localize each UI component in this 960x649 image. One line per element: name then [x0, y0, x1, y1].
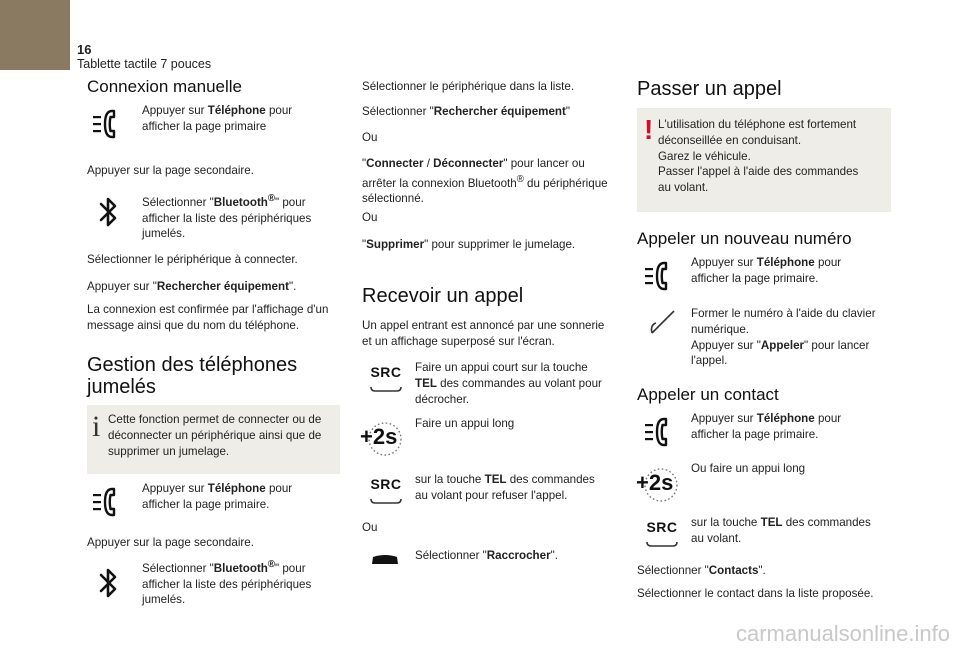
step-raccrocher: Sélectionner "Raccrocher". — [415, 549, 558, 562]
heading-appeler-contact: Appeler un contact — [637, 385, 779, 404]
page-tab-marker — [0, 0, 70, 70]
text-ou-2: Ou — [362, 211, 378, 224]
step-touche-tel: sur la touche TEL des commandes au volant. — [691, 516, 871, 545]
step-appui-long-2: Ou faire un appui long — [691, 462, 806, 475]
text-connexion-confirmee: La connexion est confirmée par l'affichage d'un message ainsi que du nom du téléphone. — [87, 303, 329, 332]
src-button-icon: SRC — [368, 476, 404, 510]
phone-icon — [91, 485, 125, 519]
info-icon: i — [92, 410, 101, 443]
src-button-icon: SRC — [368, 364, 404, 398]
warning-box — [637, 108, 891, 212]
bluetooth-icon — [98, 566, 118, 600]
text-page-secondaire-1: Appuyer sur la page secondaire. — [87, 164, 254, 177]
text-selection-contact-liste: Sélectionner le contact dans la liste proposée. — [637, 587, 874, 600]
text-selection-contacts: Sélectionner "Contacts". — [637, 564, 766, 577]
pill-icon — [644, 540, 680, 548]
text-supprimer: "Supprimer" pour supprimer le jumelage. — [362, 238, 576, 251]
step-telephone-2: Appuyer sur Téléphone pour afficher la page primaire. — [142, 482, 293, 511]
text-rechercher-equipement-2: Sélectionner "Rechercher équipement" — [362, 105, 571, 118]
text-ou-3: Ou — [362, 521, 378, 534]
step-refuser-appel: sur la touche TEL des commandes au volant pour refuser l'appel. — [415, 473, 595, 502]
watermark: carmanualsonline.info — [735, 621, 950, 646]
heading-recevoir-appel: Recevoir un appel — [362, 285, 524, 307]
text-appel-entrant: Un appel entrant est annoncé par une sonnerie et un affichage superposé sur l'écran. — [362, 319, 605, 348]
step-bluetooth-2: Sélectionner "Bluetooth®" pour afficher la liste des périphériques jumelés. — [142, 559, 312, 607]
long-press-icon: +2s — [360, 420, 406, 458]
src-button-icon: SRC — [644, 519, 680, 553]
text-rechercher-equipement: Appuyer sur "Rechercher équipement". — [87, 280, 297, 293]
pill-icon — [368, 497, 404, 505]
heading-nouveau-numero: Appeler un nouveau numéro — [637, 229, 852, 248]
text-selection-liste: Sélectionner le périphérique dans la liste. — [362, 80, 575, 93]
hang-up-icon — [370, 554, 400, 566]
dial-handset-icon — [648, 307, 678, 337]
text-ou-1: Ou — [362, 131, 378, 144]
heading-passer-appel: Passer un appel — [637, 78, 782, 100]
text-connecter-deconnecter: "Connecter / Déconnecter" pour lancer ou arrêter la connexion Bluetooth® du périphérique sélectionné. — [362, 157, 608, 206]
text-page-secondaire-2: Appuyer sur la page secondaire. — [87, 536, 254, 549]
phone-icon — [91, 107, 125, 141]
step-telephone-4: Appuyer sur Téléphone pour afficher la page primaire. — [691, 412, 842, 441]
long-press-icon: +2s — [636, 466, 682, 504]
page-number: 16 — [77, 42, 92, 57]
info-box — [87, 405, 340, 474]
step-bluetooth-1: Sélectionner "Bluetooth®" pour afficher la liste des périphériques jumelés. — [142, 193, 312, 241]
phone-icon — [643, 259, 677, 293]
page-subtitle: Tablette tactile 7 pouces — [77, 57, 212, 71]
text-selection-peripherique: Sélectionner le périphérique à connecter. — [87, 253, 298, 266]
warning-text: L'utilisation du téléphone est fortement déconseillée en conduisant. Garez le véhicule. Passer l'appel à l'aide des commandes au volant. — [658, 118, 859, 195]
step-telephone-3: Appuyer sur Téléphone pour afficher la page primaire. — [691, 256, 842, 285]
bluetooth-icon — [98, 195, 118, 229]
pill-icon — [368, 385, 404, 393]
step-appui-court: Faire un appui court sur la touche TEL des commandes au volant pour décrocher. — [415, 361, 602, 406]
phone-icon — [643, 415, 677, 449]
step-telephone-1: Appuyer sur Téléphone pour afficher la page primaire — [142, 104, 293, 133]
step-appui-long: Faire un appui long — [415, 417, 515, 430]
heading-connexion-manuelle: Connexion manuelle — [87, 77, 242, 96]
step-former-numero: Former le numéro à l'aide du clavier numérique. Appuyer sur "Appeler" pour lancer l'appel. — [691, 307, 876, 368]
heading-gestion-telephones: Gestion des téléphones jumelés — [87, 354, 298, 398]
info-text: Cette fonction permet de connecter ou de déconnecter un périphérique ainsi que de supprimer un jumelage. — [108, 413, 322, 458]
warning-icon: ! — [644, 114, 654, 145]
